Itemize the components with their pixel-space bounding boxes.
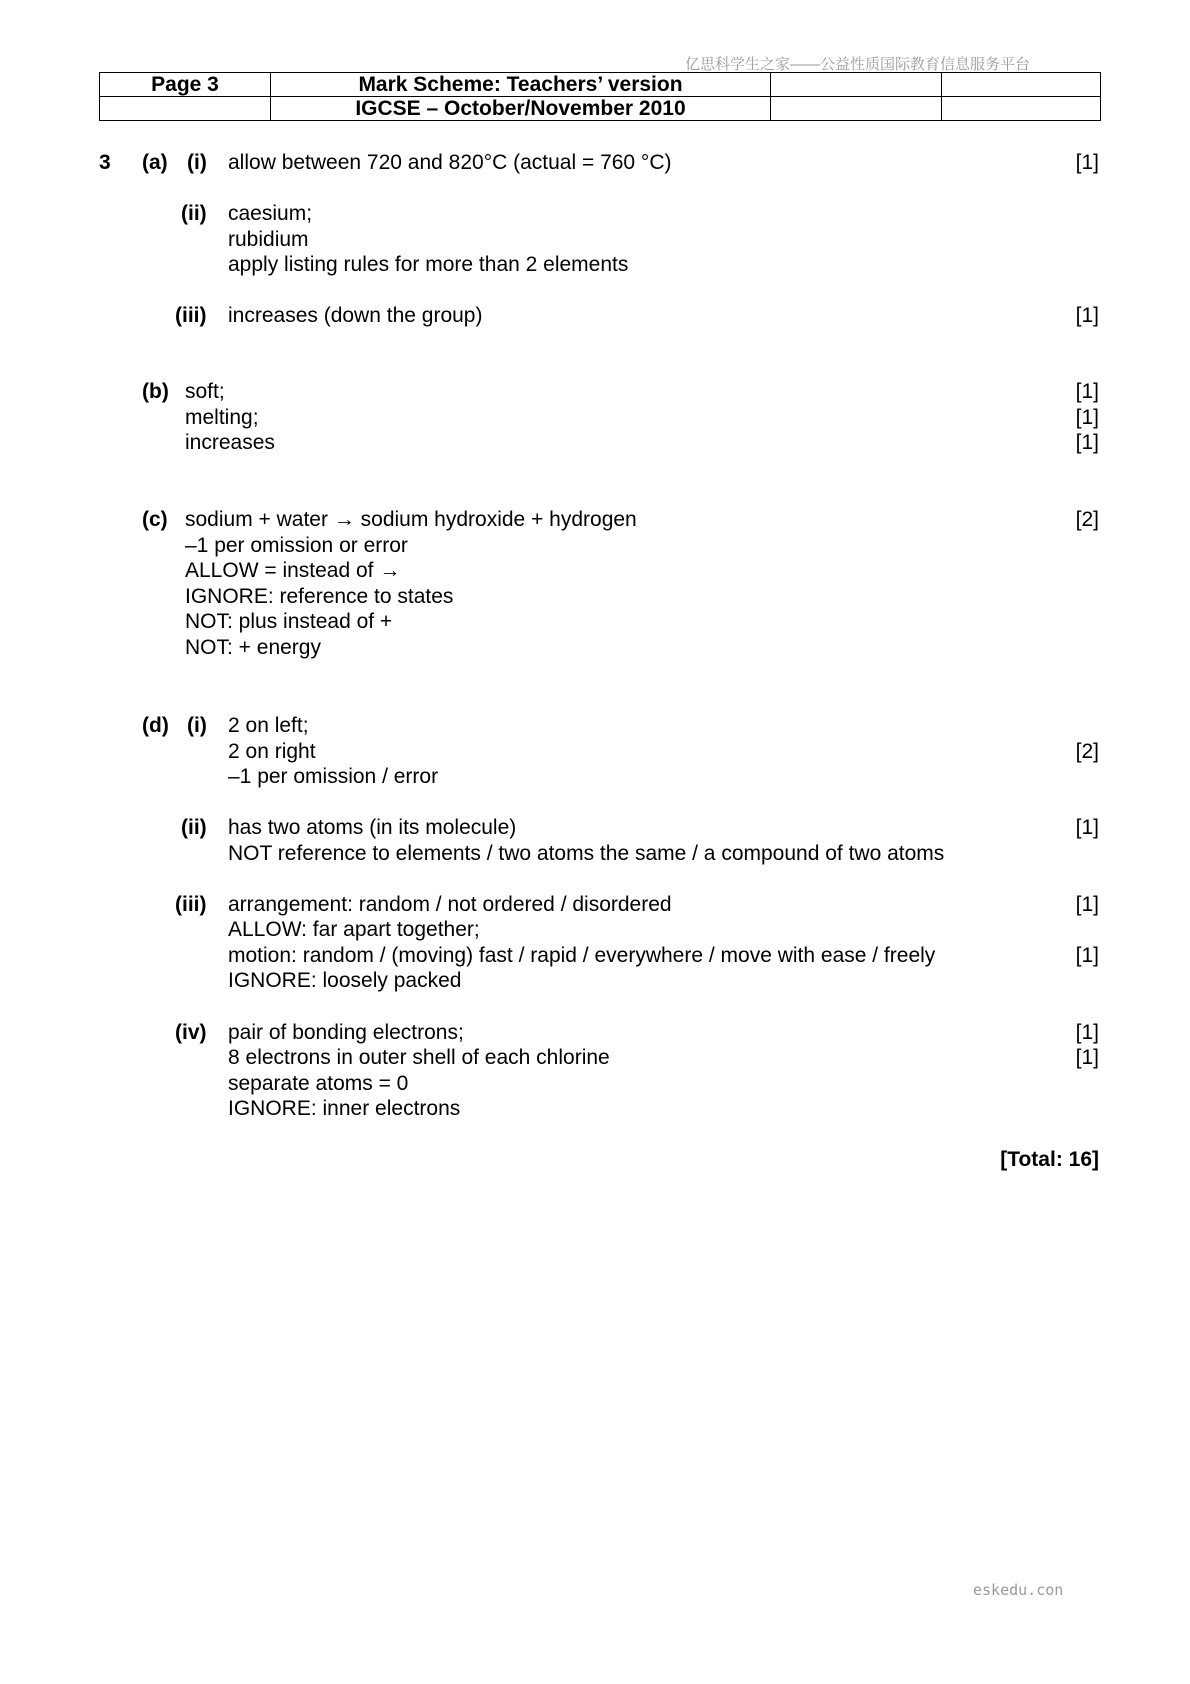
- answer-a-ii-line1: caesium;: [228, 202, 313, 225]
- answer-d-i-line3: –1 per omission / error: [228, 765, 439, 788]
- header-empty-cell: [771, 73, 942, 97]
- subpart-label-d-iii: (iii): [175, 893, 207, 916]
- mark-d-i: [2]: [1075, 740, 1099, 763]
- watermark-top: 亿思科学生之家——公益性质国际教育信息服务平台: [685, 56, 1031, 73]
- answer-a-i: allow between 720 and 820°C (actual = 760 °C): [228, 151, 672, 174]
- mark-c: [2]: [1075, 508, 1099, 531]
- answer-c-line3: ALLOW = instead of →: [185, 559, 401, 582]
- answer-c-line4: IGNORE: reference to states: [185, 585, 454, 608]
- answer-d-iv-line3: separate atoms = 0: [228, 1072, 409, 1095]
- mark-b-2: [1]: [1075, 406, 1099, 429]
- subpart-label-a-i: (i): [187, 151, 207, 174]
- mark-d-iv-2: [1]: [1075, 1046, 1099, 1069]
- answer-a-iii: increases (down the group): [228, 304, 483, 327]
- answer-c-line6: NOT: + energy: [185, 636, 321, 659]
- answer-b-line2: melting;: [185, 406, 259, 429]
- answer-d-ii-line2: NOT reference to elements / two atoms the same / a compound of two atoms: [228, 842, 945, 865]
- mark-b-1: [1]: [1075, 380, 1099, 403]
- answer-d-iii-line4: IGNORE: loosely packed: [228, 969, 462, 992]
- header-empty-cell: [771, 97, 942, 121]
- mark-d-iii-1: [1]: [1075, 893, 1099, 916]
- mark-b-3: [1]: [1075, 431, 1099, 454]
- header-title: Mark Scheme: Teachers’ version: [271, 73, 771, 97]
- answer-d-iii-line1: arrangement: random / not ordered / disordered: [228, 893, 672, 916]
- answer-d-iv-line4: IGNORE: inner electrons: [228, 1097, 461, 1120]
- part-label-b: (b): [142, 380, 169, 403]
- part-label-d: (d): [142, 714, 169, 737]
- header-empty-cell: [100, 97, 271, 121]
- subpart-label-d-i: (i): [187, 714, 207, 737]
- answer-b-line3: increases: [185, 431, 275, 454]
- header-empty-cell: [942, 97, 1101, 121]
- answer-a-ii-line2: rubidium: [228, 228, 309, 251]
- subpart-label-d-iv: (iv): [175, 1021, 207, 1044]
- answer-d-i-line2: 2 on right: [228, 740, 316, 763]
- page-label: Page 3: [100, 73, 271, 97]
- mark-d-iv-1: [1]: [1075, 1021, 1099, 1044]
- part-label-c: (c): [142, 508, 168, 531]
- part-label-a: (a): [142, 151, 168, 174]
- answer-d-iv-line2: 8 electrons in outer shell of each chlorine: [228, 1046, 610, 1069]
- header-empty-cell: [942, 73, 1101, 97]
- subpart-label-a-iii: (iii): [175, 304, 207, 327]
- answer-d-ii-line1: has two atoms (in its molecule): [228, 816, 517, 839]
- subpart-label-d-ii: (ii): [181, 816, 207, 839]
- answer-d-iv-line1: pair of bonding electrons;: [228, 1021, 464, 1044]
- answer-d-iii-line2: ALLOW: far apart together;: [228, 918, 480, 941]
- answer-a-ii-line3: apply listing rules for more than 2 elements: [228, 253, 629, 276]
- answer-c-line1: sodium + water → sodium hydroxide + hydrogen: [185, 508, 637, 531]
- answer-d-i-line1: 2 on left;: [228, 714, 309, 737]
- answer-d-iii-line3: motion: random / (moving) fast / rapid / everywhere / move with ease / freely: [228, 944, 936, 967]
- answer-b-line1: soft;: [185, 380, 225, 403]
- mark-d-iii-2: [1]: [1075, 944, 1099, 967]
- watermark-bottom: eskedu.con: [973, 1581, 1064, 1599]
- total-marks: [Total: 16]: [1000, 1148, 1099, 1171]
- subpart-label-a-ii: (ii): [181, 202, 207, 225]
- answer-c-line2: –1 per omission or error: [185, 534, 408, 557]
- header-table: [99, 72, 1101, 121]
- question-number: 3: [99, 151, 111, 174]
- header-subtitle: IGCSE – October/November 2010: [271, 97, 771, 121]
- answer-c-line5: NOT: plus instead of +: [185, 610, 393, 633]
- mark-a-iii: [1]: [1075, 304, 1099, 327]
- mark-a-i: [1]: [1075, 151, 1099, 174]
- mark-d-ii: [1]: [1075, 816, 1099, 839]
